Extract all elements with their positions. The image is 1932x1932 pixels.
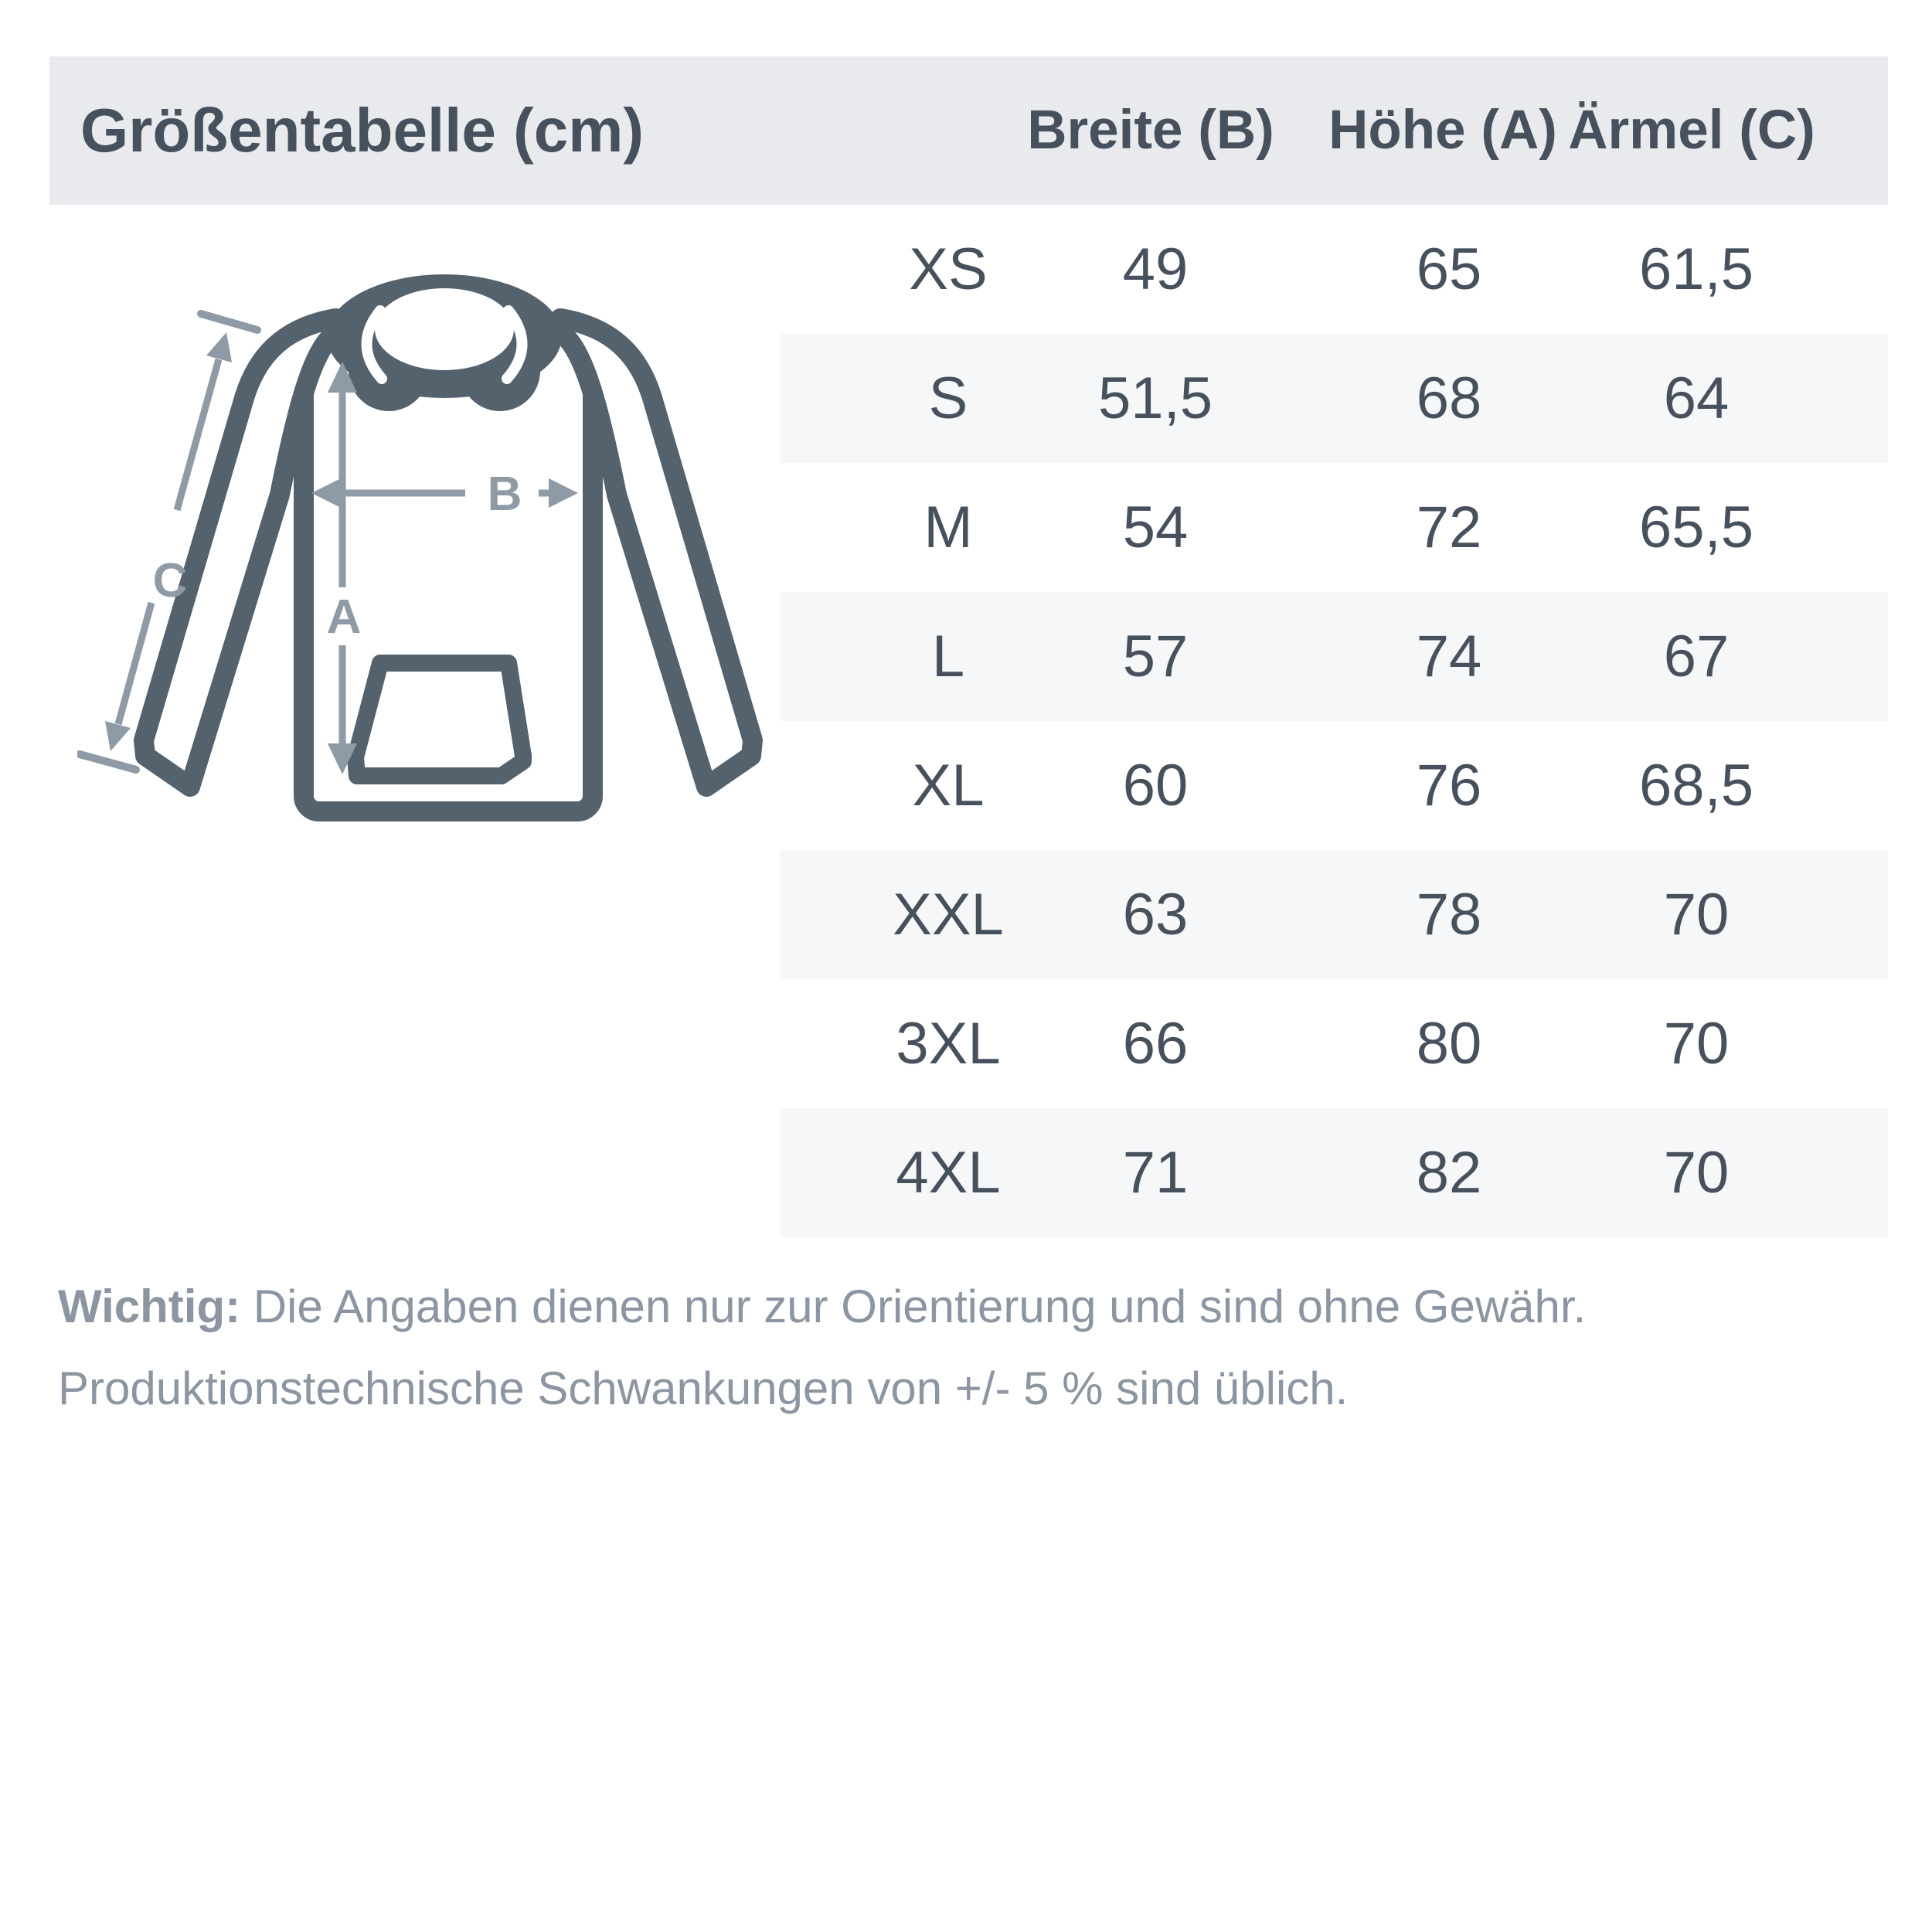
hoodie-pocket (355, 663, 523, 776)
disclaimer-bold-word: Wichtig: (58, 1281, 241, 1332)
value-aermel-3xl: 70 (1663, 1011, 1730, 1077)
value-hoehe-s: 68 (1416, 366, 1482, 431)
value-breite-m: 54 (1122, 495, 1189, 560)
disclaimer-line1: Wichtig: Die Angaben dienen nur zur Orientierung und sind ohne Gewähr. (58, 1281, 1587, 1332)
value-breite-xxl: 63 (1122, 882, 1189, 947)
hoodie-hood (327, 274, 562, 411)
size-label-xl: XL (912, 753, 985, 818)
size-label-m: M (923, 495, 973, 560)
size-label-3xl: 3XL (896, 1011, 1001, 1077)
width-label-b: B (487, 468, 522, 521)
value-breite-3xl: 66 (1122, 1011, 1189, 1077)
size-label-xxl: XXL (893, 882, 1004, 947)
value-hoehe-4xl: 82 (1416, 1140, 1482, 1206)
column-header-breite: Breite (B) (1027, 100, 1274, 161)
hoodie-measurement-diagram (77, 255, 781, 842)
page-title: Größentabelle (cm) (80, 96, 645, 165)
value-breite-s: 51,5 (1098, 366, 1213, 431)
value-aermel-s: 64 (1663, 366, 1730, 431)
value-aermel-l: 67 (1663, 624, 1730, 689)
disclaimer-line2: Produktionstechnische Schwankungen von +/- 5 % sind üblich. (58, 1362, 1349, 1414)
table-row-xxl (0, 850, 1932, 979)
table-row-4xl (0, 1108, 1932, 1237)
value-aermel-xl: 68,5 (1639, 753, 1753, 818)
value-breite-xs: 49 (1122, 236, 1189, 302)
value-hoehe-3xl: 80 (1416, 1011, 1482, 1077)
value-breite-xl: 60 (1122, 753, 1189, 818)
height-label-a: A (326, 590, 362, 644)
size-label-s: S (928, 366, 968, 431)
value-hoehe-xxl: 78 (1416, 882, 1482, 947)
size-label-xs: XS (909, 236, 988, 302)
value-hoehe-xl: 76 (1416, 753, 1482, 818)
value-aermel-m: 65,5 (1639, 495, 1753, 560)
column-header-hoehe: Höhe (A) (1328, 100, 1557, 161)
column-header-aermel: Ärmel (C) (1568, 100, 1815, 161)
sleeve-label-c: C (152, 554, 188, 607)
value-aermel-xxl: 70 (1663, 882, 1730, 947)
value-hoehe-m: 72 (1416, 495, 1482, 560)
value-breite-l: 57 (1122, 624, 1189, 689)
disclaimer-text (58, 1266, 1874, 1430)
value-hoehe-xs: 65 (1416, 236, 1482, 302)
value-breite-4xl: 71 (1122, 1140, 1189, 1206)
table-row-3xl (0, 979, 1932, 1108)
value-hoehe-l: 74 (1416, 624, 1482, 689)
size-label-l: L (931, 624, 965, 689)
value-aermel-xs: 61,5 (1639, 236, 1753, 302)
size-label-4xl: 4XL (896, 1140, 1001, 1206)
value-aermel-4xl: 70 (1663, 1140, 1730, 1206)
